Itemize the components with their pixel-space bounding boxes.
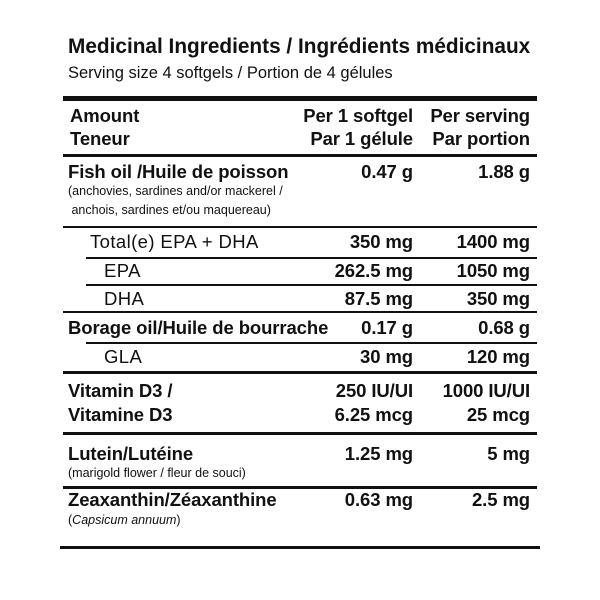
divider-thick-top [63, 96, 537, 101]
divider-subrow [86, 342, 537, 344]
value-per-serving-borage-oil: 0.68 g [478, 317, 530, 338]
ingredient-name-vitamin-d3-en: Vitamin D3 / [68, 380, 173, 401]
divider-row [63, 311, 537, 313]
value-per-softgel-gla: 30 mg [360, 346, 413, 367]
ingredient-name-zeaxanthin: Zeaxanthin/Zéaxanthine [68, 489, 277, 510]
divider-row-thick [63, 432, 537, 435]
value-per-softgel-zeaxanthin: 0.63 mg [344, 489, 413, 510]
value-per-serving-gla: 120 mg [466, 346, 530, 367]
divider-subrow [86, 284, 537, 286]
header-amount-en: Amount [70, 105, 140, 126]
value-per-serving-vitamin-d3-iu: 1000 IU/UI [442, 380, 530, 401]
ingredient-name-gla: GLA [104, 346, 143, 367]
header-per-serving-en: Per serving [430, 105, 530, 126]
value-per-softgel-vitamin-d3-mcg: 6.25 mcg [334, 404, 413, 425]
header-per-softgel-fr: Par 1 gélule [310, 128, 413, 149]
ingredient-note-fish-oil-line1: (anchovies, sardines and/or mackerel / [68, 184, 283, 198]
divider-subrow [86, 257, 537, 259]
value-per-softgel-total-epa-dha: 350 mg [349, 231, 413, 252]
header-per-serving-fr: Par portion [432, 128, 530, 149]
value-per-softgel-fish-oil: 0.47 g [361, 161, 413, 182]
ingredient-note-zeaxanthin [68, 514, 181, 527]
divider-row [63, 226, 537, 228]
divider-header [63, 154, 537, 157]
value-per-softgel-lutein: 1.25 mg [344, 443, 413, 464]
value-per-serving-vitamin-d3-mcg: 25 mcg [466, 404, 530, 425]
ingredient-name-fish-oil: Fish oil /Huile de poisson [68, 161, 289, 182]
ingredient-name-lutein: Lutein/Lutéine [68, 443, 194, 464]
value-per-softgel-borage-oil: 0.17 g [361, 317, 413, 338]
note-close-paren: ) [176, 513, 181, 527]
value-per-serving-zeaxanthin: 2.5 mg [471, 489, 530, 510]
divider-bottom [60, 546, 540, 549]
panel-title: Medicinal Ingredients / Ingrédients médicinaux [68, 35, 531, 58]
value-per-serving-fish-oil: 1.88 g [478, 161, 530, 182]
ingredient-note-fish-oil-line2: anchois, sardines et/ou maquereau) [68, 203, 271, 217]
ingredient-note-lutein: (marigold flower / fleur de souci) [68, 466, 246, 480]
ingredient-name-dha: DHA [104, 288, 145, 309]
header-amount-fr: Teneur [70, 128, 130, 149]
value-per-softgel-vitamin-d3-iu: 250 IU/UI [335, 380, 413, 401]
value-per-softgel-dha: 87.5 mg [344, 288, 413, 309]
value-per-serving-lutein: 5 mg [487, 443, 530, 464]
value-per-serving-total-epa-dha: 1400 mg [456, 231, 530, 252]
ingredient-name-borage-oil: Borage oil/Huile de bourrache [68, 317, 329, 338]
value-per-serving-dha: 350 mg [466, 288, 530, 309]
ingredient-name-total-epa-dha: Total(e) EPA + DHA [90, 231, 259, 252]
value-per-serving-epa: 1050 mg [456, 260, 530, 281]
note-open-paren: ( [68, 513, 73, 527]
value-per-softgel-epa: 262.5 mg [334, 260, 413, 281]
serving-size: Serving size 4 softgels / Portion de 4 gélules [68, 64, 393, 82]
note-species-name: Capsicum annuum [72, 513, 177, 527]
divider-row-thick [63, 371, 537, 374]
ingredient-name-vitamin-d3-fr: Vitamine D3 [68, 404, 173, 425]
header-per-softgel-en: Per 1 softgel [303, 105, 413, 126]
ingredient-name-epa: EPA [104, 260, 141, 281]
